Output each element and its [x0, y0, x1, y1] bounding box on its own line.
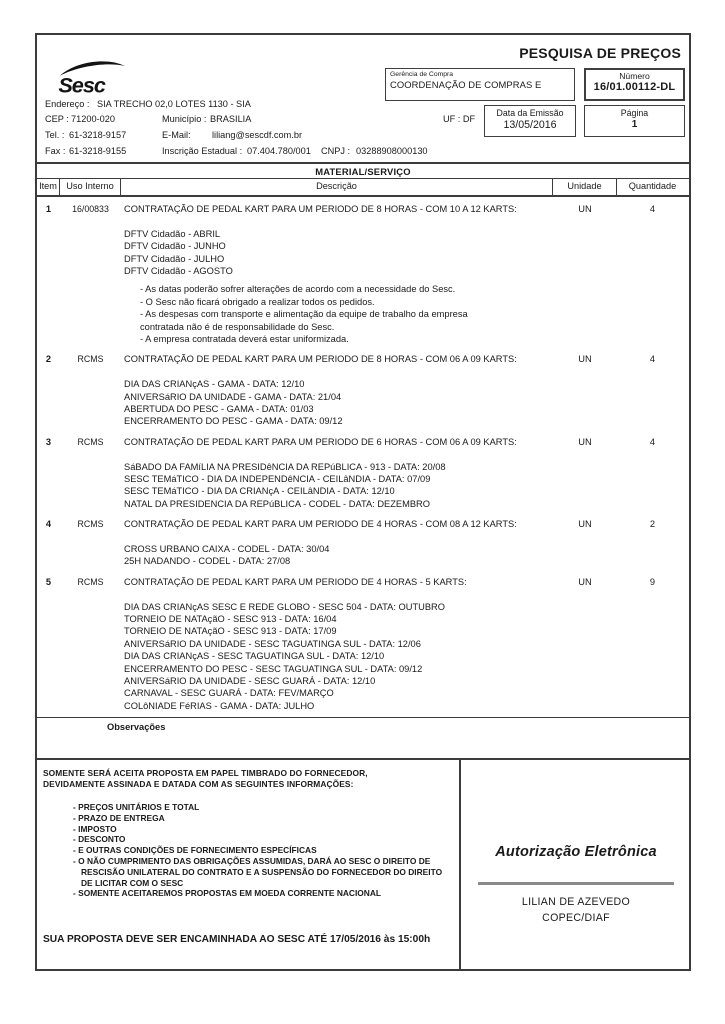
item-number: 3 [45, 436, 52, 447]
item-uso-interno: RCMS [77, 576, 104, 587]
item-detail-line: NATAL DA PRESIDENCIA DA REPúBLICA - CODEL - DATA: DEZEMBRO [124, 498, 431, 509]
footer-bullet-line: - O NÃO CUMPRIMENTO DAS OBRIGAÇÕES ASSUMIDAS, DARÁ AO SESC O DIREITO DE [73, 855, 431, 866]
item-uso-interno: 16/00833 [72, 204, 109, 214]
table-row [37, 576, 689, 712]
cep-value: 71200-020 [71, 114, 115, 124]
item-detail-line: SáBADO DA FAMíLIA NA PRESIDêNCIA DA REPúBLICA - 913 - DATA: 20/08 [124, 461, 446, 472]
item-detail-line: SESC TEMáTICO - DIA DA CRIANçA - CEILâNDIA - DATA: 12/10 [124, 486, 395, 497]
data-emissao-label: Data da Emissão [496, 108, 564, 118]
item-uso-interno: RCMS [77, 519, 104, 530]
footer-bullet-line: - E OUTRAS CONDIÇÕES DE FORNECIMENTO ESPECÍFICAS [73, 845, 317, 856]
item-detail-line: ENCERRAMENTO DO PESC - SESC TAGUATINGA SUL - DATA: 09/12 [124, 663, 423, 674]
email-label: E-Mail: [162, 130, 191, 140]
item-unidade: UN [578, 519, 592, 530]
tel-value: 61-3218-9157 [69, 130, 127, 140]
data-emissao-value: 13/05/2016 [503, 119, 557, 131]
item-quantidade: 2 [649, 519, 656, 530]
item-descricao: CONTRATAÇÃO DE PEDAL KART PARA UM PERIODO DE 6 HORAS - COM 06 A 09 KARTS: [124, 436, 517, 447]
cnpj-label: CNPJ : [321, 146, 351, 156]
item-number: 4 [45, 519, 52, 530]
footer-bullet-line: - PRAZO DE ENTREGA [73, 812, 165, 823]
document-frame [35, 33, 691, 971]
endereco-value: SIA TRECHO 02,0 LOTES 1130 - SIA [97, 99, 251, 109]
footer-bullet-line: RESCISÃO UNILATERAL DO CONTRATO E A SUSPENSÃO DO FORNECEDOR DO DIREITO [81, 866, 443, 877]
column-header-item: Item [37, 179, 60, 195]
item-uso-interno: RCMS [77, 354, 104, 365]
table-body [37, 197, 689, 718]
gerencia-de-compra-box [385, 68, 575, 101]
item-detail-line: TORNEIO DE NATAçãO - SESC 913 - DATA: 16/04 [124, 614, 337, 625]
table-row [37, 518, 689, 568]
uf-value: UF : DF [443, 114, 476, 124]
autorizacao-eletronica-label: Autorização Eletrônica [495, 844, 657, 860]
fax-value: 61-3218-9155 [69, 146, 127, 156]
item-header-row [37, 436, 689, 448]
tel-label: Tel. : [45, 130, 65, 140]
item-unidade: UN [578, 576, 592, 587]
item-detail-line: ANIVERSáRIO DA UNIDADE - SESC TAGUATINGA SUL - DATA: 12/06 [124, 638, 421, 649]
table-column-headers [37, 179, 689, 197]
numero-box [584, 68, 685, 101]
item-detail-line: CROSS URBANO CAIXA - CODEL - DATA: 30/04 [124, 544, 330, 555]
item-detail-line: DIA DAS CRIANçAS - GAMA - DATA: 12/10 [124, 379, 305, 390]
item-quantidade: 4 [649, 354, 656, 365]
item-note-line: - As datas poderão sofrer alterações de acordo com a necessidade do Sesc. [140, 284, 456, 295]
signature-name: LILIAN DE AZEVEDO [521, 896, 631, 908]
footer-bullet-line: - PREÇOS UNITÁRIOS E TOTAL [73, 802, 200, 812]
municipio-label: Município : [162, 114, 207, 124]
email-value: liliang@sescdf.com.br [212, 130, 303, 140]
item-detail-line: SESC TEMáTICO - DIA DA INDEPENDêNCIA - CEILâNDIA - DATA: 07/09 [124, 474, 431, 485]
municipio-value: BRASILIA [210, 114, 252, 124]
item-uso-interno: RCMS [77, 436, 104, 447]
cnpj-value: 03288908000130 [356, 146, 428, 156]
item-unidade: UN [578, 354, 592, 365]
footer-bullet-line: - IMPOSTO [73, 823, 117, 834]
item-detail-line: DFTV Cidadão - JULHO [124, 253, 225, 264]
item-detail-line: DIA DAS CRIANçAS - SESC TAGUATINGA SUL - DATA: 12/10 [124, 651, 385, 662]
item-number: 5 [45, 576, 52, 587]
item-detail-line: DIA DAS CRIANçAS SESC E REDE GLOBO - SESC 504 - DATA: OUTUBRO [124, 601, 445, 612]
gerencia-label: Gerência de Compra [390, 71, 454, 78]
footer-intro-line: SOMENTE SERÁ ACEITA PROPOSTA EM PAPEL TIMBRADO DO FORNECEDOR, [43, 768, 368, 778]
gerencia-value: COORDENAÇÃO DE COMPRAS E [390, 79, 542, 90]
observacoes-label: Observações [107, 722, 166, 732]
item-detail-line: COLôNIADE FéRIAS - GAMA - DATA: JULHO [124, 700, 315, 711]
inscricao-value: 07.404.780/001 [247, 146, 311, 156]
item-detail-line: DFTV Cidadão - JUNHO [124, 241, 226, 252]
column-header-uso-interno: Uso Interno [60, 179, 121, 195]
item-detail-line: ENCERRAMENTO DO PESC - GAMA - DATA: 09/12 [124, 416, 343, 427]
table-row [37, 436, 689, 510]
item-detail-line: ABERTUDA DO PESC - GAMA - DATA: 01/03 [124, 404, 314, 415]
item-details [124, 601, 689, 713]
numero-value: 16/01.00112-DL [593, 81, 676, 93]
material-servico-bar: MATERIAL/SERVIÇO [37, 162, 689, 179]
item-notes [140, 283, 689, 345]
footer-conditions-cell [37, 760, 461, 969]
inscricao-label: Inscrição Estadual : [162, 146, 243, 156]
item-note-line: - O Sesc não ficará obrigado a realizar todos os pedidos. [140, 296, 375, 307]
fax-label: Fax : [45, 146, 66, 156]
data-emissao-box [484, 105, 576, 137]
item-detail-line: DFTV Cidadão - AGOSTO [124, 266, 233, 276]
svg-text:Sesc: Sesc [58, 72, 105, 98]
page-title: PESQUISA DE PREÇOS [519, 45, 681, 61]
item-unidade: UN [578, 204, 592, 214]
item-detail-line: 25H NADANDO - CODEL - DATA: 27/08 [124, 556, 291, 567]
footer-bullet-list [73, 802, 453, 899]
item-note-line: contratada não é de responsabilidade do Sesc. [140, 321, 335, 332]
footer-bullet-line: - DESCONTO [73, 834, 126, 845]
item-header-row [37, 576, 689, 588]
item-note-line: - As despesas com transporte e alimentação da equipe de trabalho da empresa [140, 309, 468, 320]
item-number: 1 [45, 204, 52, 214]
sesc-logo [57, 59, 127, 101]
column-header-unidade: Unidade [553, 179, 617, 195]
footer-intro-line: DEVIDAMENTE ASSINADA E DATADA COM AS SEGUINTES INFORMAÇÕES: [43, 779, 354, 789]
footer-bullet-line: DE LICITAR COM O SESC [81, 877, 184, 888]
proposal-deadline: SUA PROPOSTA DEVE SER ENCAMINHADA AO SESC ATÉ 17/05/2016 às 15:00h [43, 934, 431, 945]
pagina-box [584, 105, 685, 137]
table-row [37, 203, 689, 345]
footer-signature-cell [463, 760, 689, 969]
item-unidade: UN [578, 436, 592, 447]
item-details [124, 543, 689, 568]
item-header-row [37, 353, 689, 365]
item-detail-line: TORNEIO DE NATAçãO - SESC 913 - DATA: 17/09 [124, 626, 337, 637]
document-footer [37, 758, 689, 969]
item-details [124, 378, 689, 428]
item-quantidade: 9 [649, 576, 656, 587]
numero-label: Número [619, 71, 650, 81]
item-descricao: CONTRATAÇÃO DE PEDAL KART PARA UM PERIODO DE 8 HORAS - COM 06 A 09 KARTS: [124, 354, 517, 365]
item-note-line: - A empresa contratada deverá estar uniformizada. [140, 334, 349, 345]
item-descricao: CONTRATAÇÃO DE PEDAL KART PARA UM PERIODO DE 4 HORAS - COM 08 A 12 KARTS: [124, 519, 517, 530]
document-header [37, 35, 689, 162]
item-header-row [37, 203, 689, 215]
table-row [37, 353, 689, 427]
item-detail-line: ANIVERSáRIO DA UNIDADE - GAMA - DATA: 21/04 [124, 391, 342, 402]
cep-label: CEP : [45, 114, 69, 124]
item-details [124, 461, 689, 511]
column-header-quantidade: Quantidade [628, 181, 677, 191]
item-details [124, 228, 689, 278]
item-quantidade: 4 [649, 204, 656, 214]
endereco-label: Endereço : [45, 99, 90, 109]
pagina-label: Página [620, 108, 649, 118]
item-quantidade: 4 [649, 436, 656, 447]
item-number: 2 [45, 354, 52, 365]
item-descricao: CONTRATAÇÃO DE PEDAL KART PARA UM PERIODO DE 8 HORAS - COM 10 A 12 KARTS: [124, 204, 517, 214]
signature-role: COPEC/DIAF [542, 912, 610, 924]
observacoes-row [37, 719, 689, 758]
item-detail-line: ANIVERSáRIO DA UNIDADE - SESC GUARÁ - DATA: 12/10 [124, 676, 376, 687]
item-descricao: CONTRATAÇÃO DE PEDAL KART PARA UM PERIODO DE 4 HORAS - 5 KARTS: [124, 576, 467, 587]
footer-bullet-line: - SOMENTE ACEITAREMOS PROPOSTAS EM MOEDA CORRENTE NACIONAL [73, 888, 382, 899]
item-detail-line: CARNAVAL - SESC GUARÁ - DATA: FEV/MARÇO [124, 688, 334, 699]
item-header-row [37, 518, 689, 530]
pagina-value: 1 [631, 119, 638, 130]
column-header-descricao: Descrição [121, 179, 553, 195]
signature-line [478, 882, 674, 885]
item-detail-line: DFTV Cidadão - ABRIL [124, 228, 221, 239]
